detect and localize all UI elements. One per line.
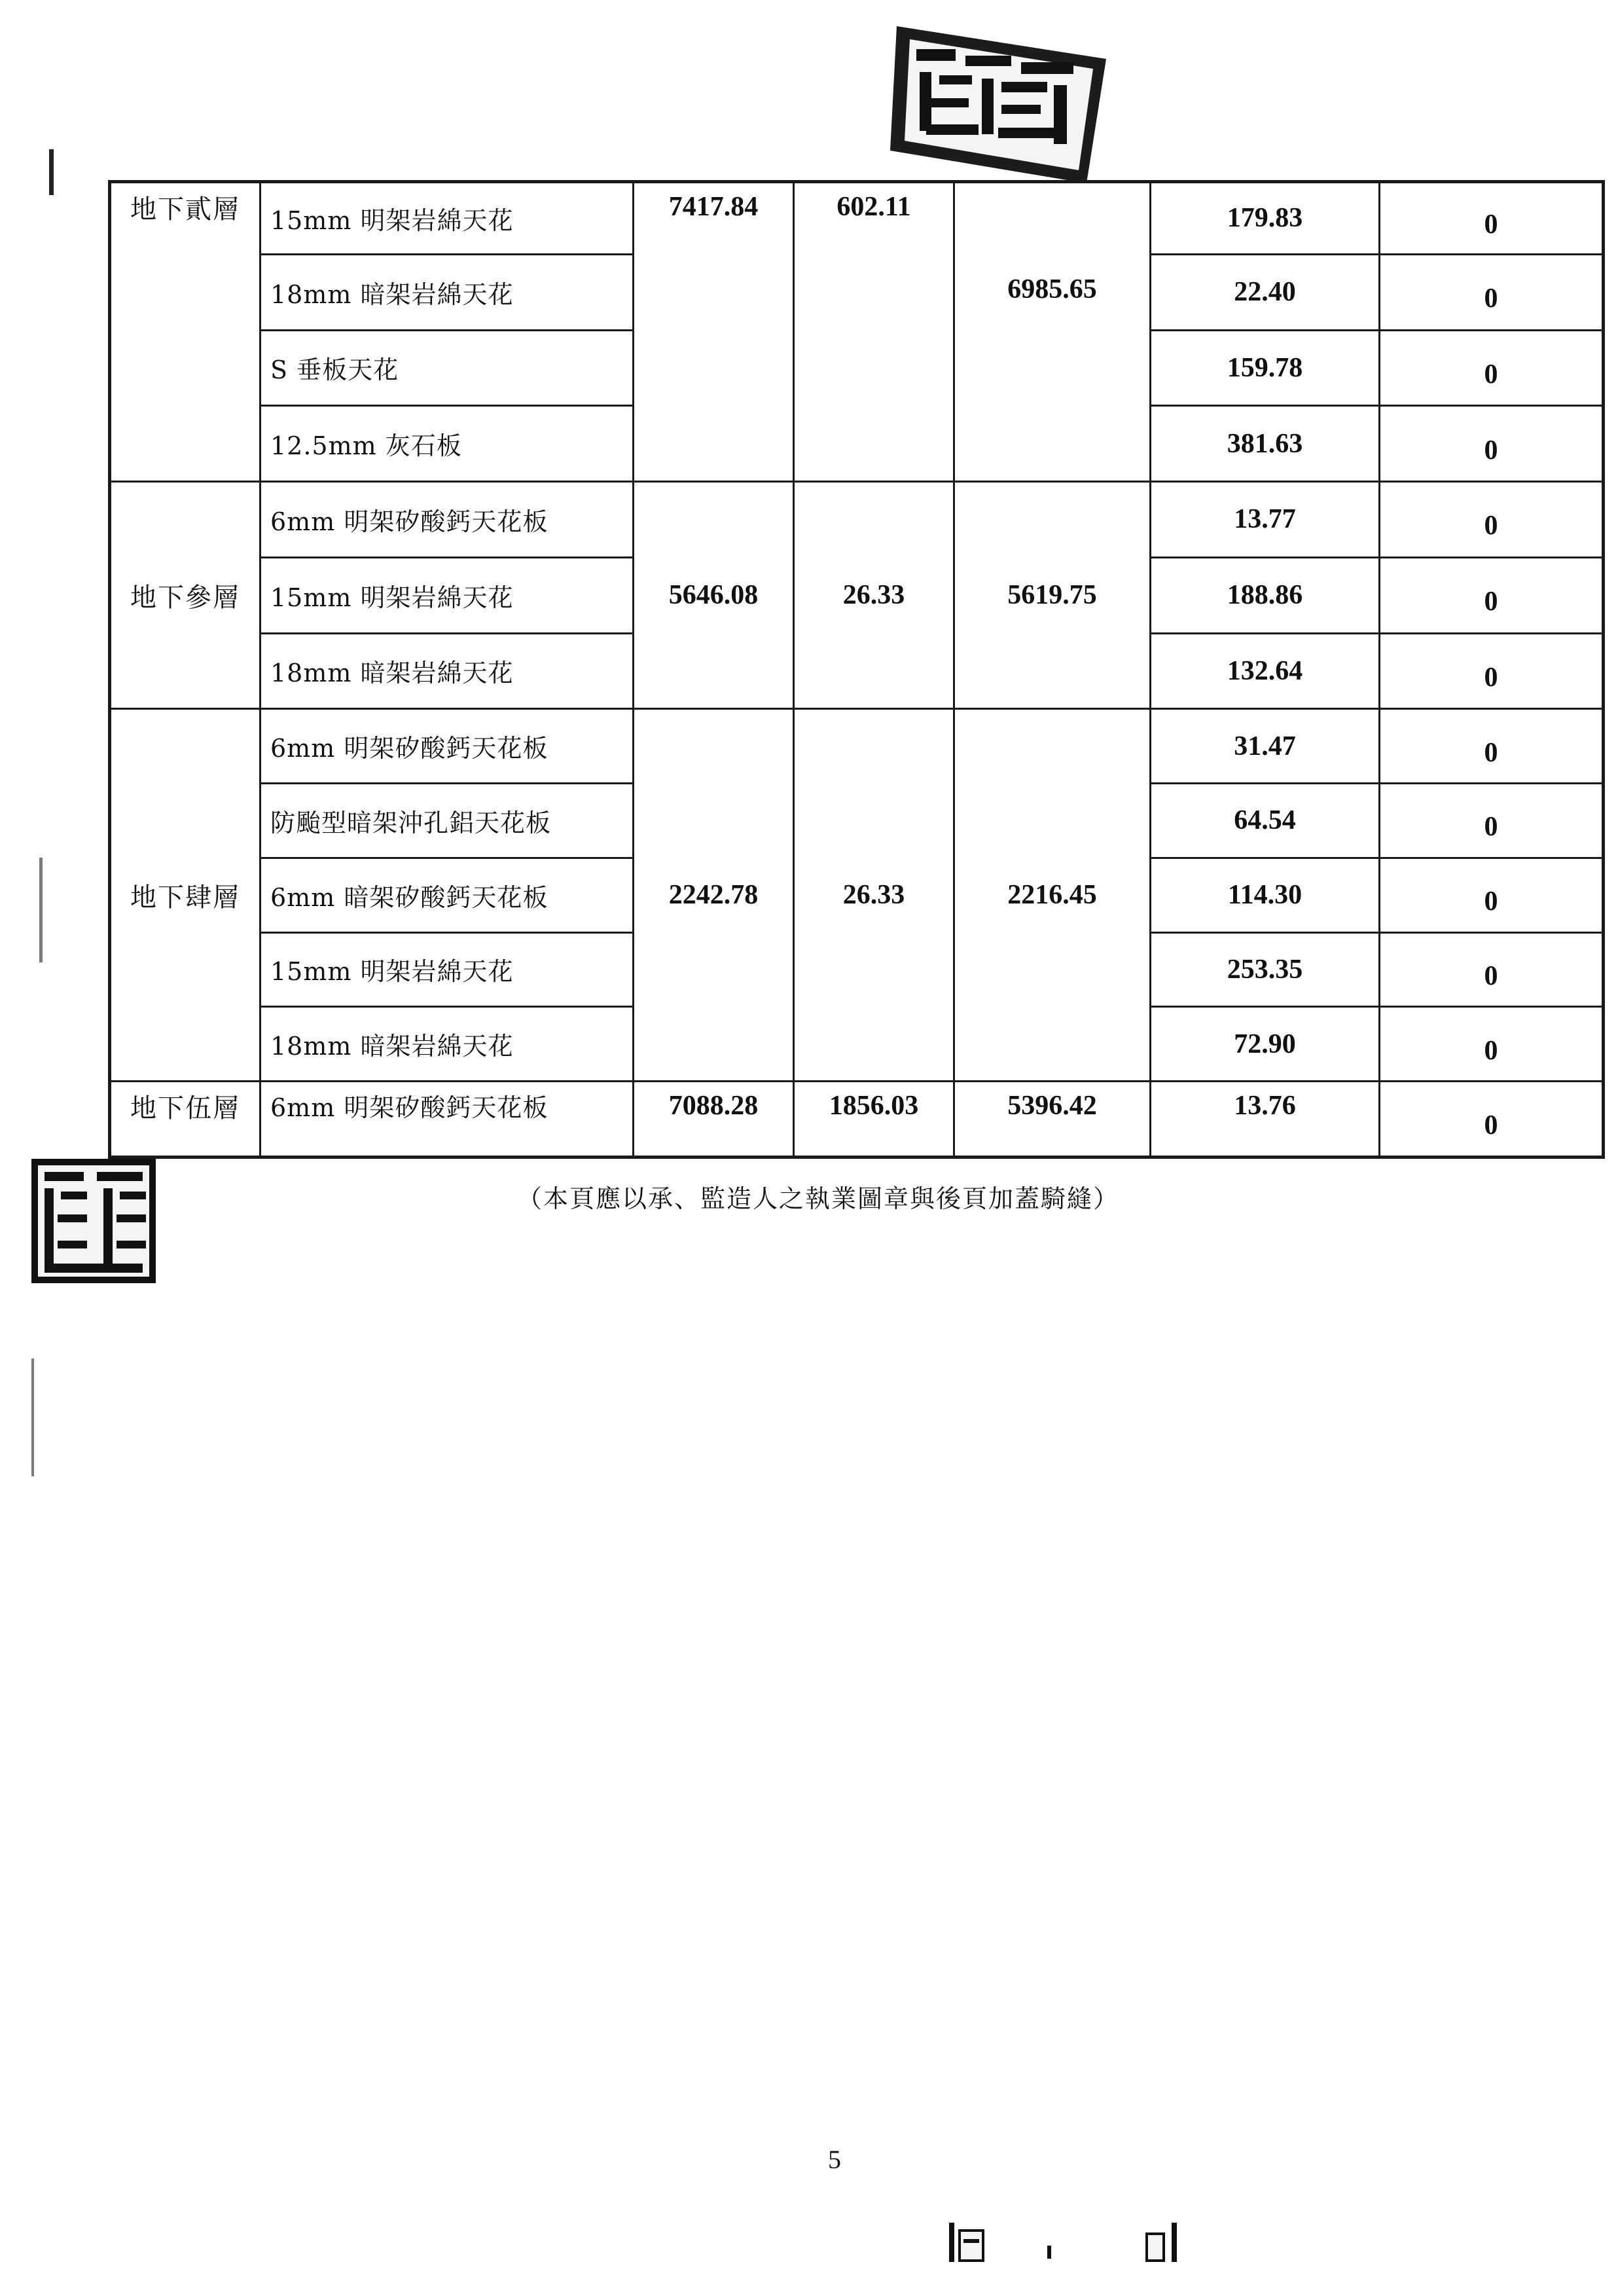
floor-name: 地下貳層 (110, 182, 261, 482)
material-name: 18mm 暗架岩綿天花 (261, 1007, 634, 1082)
page-note: （本頁應以承、監造人之執業圖章與後頁加蓋騎縫） (517, 1184, 1120, 1213)
net-area: 5619.75 (954, 482, 1151, 709)
zero-value: 0 (1484, 812, 1498, 843)
zero-value: 0 (1484, 587, 1498, 617)
material-name: 12.5mm 灰石板 (261, 406, 634, 482)
seal-stamp-top (890, 20, 1126, 196)
seal-stamp-bottom (949, 2219, 1185, 2265)
zero-value: 0 (1484, 435, 1498, 465)
scan-mark (31, 1358, 34, 1476)
page-number: 5 (828, 2145, 841, 2174)
material-area: 114.30 (1151, 858, 1380, 932)
material-area: 72.90 (1151, 1007, 1380, 1082)
zero-value: 0 (1484, 662, 1498, 693)
material-name: 15mm 明架岩綿天花 (261, 557, 634, 633)
ceiling-material-table (108, 180, 1605, 1159)
material-area: 253.35 (1151, 932, 1380, 1007)
zero-value: 0 (1484, 1110, 1498, 1141)
material-name: 18mm 暗架岩綿天花 (261, 633, 634, 709)
material-area: 179.83 (1151, 182, 1380, 255)
zero-value: 0 (1484, 737, 1498, 768)
material-name: 6mm 明架矽酸鈣天花板 (261, 709, 634, 784)
floor-name: 地下參層 (110, 482, 261, 709)
zero-value: 0 (1484, 283, 1498, 314)
total-area: 7417.84 (634, 182, 794, 482)
zero-value: 0 (1484, 960, 1498, 991)
material-name: 防颱型暗架沖孔鋁天花板 (261, 784, 634, 858)
total-area: 2242.78 (634, 709, 794, 1082)
floor-name: 地下肆層 (110, 709, 261, 1082)
material-name: 6mm 明架矽酸鈣天花板 (261, 482, 634, 558)
material-area: 13.76 (1151, 1082, 1380, 1157)
zero-value: 0 (1484, 511, 1498, 541)
deduct-area: 26.33 (794, 709, 954, 1082)
deduct-area: 26.33 (794, 482, 954, 709)
material-area: 188.86 (1151, 557, 1380, 633)
material-name: 6mm 暗架矽酸鈣天花板 (261, 858, 634, 932)
material-area: 13.77 (1151, 482, 1380, 558)
net-area: 6985.65 (954, 182, 1151, 482)
material-area: 22.40 (1151, 254, 1380, 330)
material-name: 6mm 明架矽酸鈣天花板 (261, 1082, 634, 1157)
total-area: 5646.08 (634, 482, 794, 709)
seal-stamp-left (31, 1159, 156, 1283)
material-name: 15mm 明架岩綿天花 (261, 182, 634, 255)
zero-value: 0 (1484, 886, 1498, 917)
floor-name: 地下伍層 (110, 1082, 261, 1157)
deduct-area: 602.11 (794, 182, 954, 482)
net-area: 2216.45 (954, 709, 1151, 1082)
deduct-area: 1856.03 (794, 1082, 954, 1157)
scan-mark (39, 858, 43, 962)
zero-value: 0 (1484, 359, 1498, 390)
material-area: 381.63 (1151, 406, 1380, 482)
material-area: 159.78 (1151, 330, 1380, 406)
net-area: 5396.42 (954, 1082, 1151, 1157)
material-name: S 垂板天花 (261, 330, 634, 406)
material-name: 18mm 暗架岩綿天花 (261, 254, 634, 330)
material-area: 132.64 (1151, 633, 1380, 709)
material-area: 31.47 (1151, 709, 1380, 784)
zero-value: 0 (1484, 1035, 1498, 1066)
material-name: 15mm 明架岩綿天花 (261, 932, 634, 1007)
zero-value: 0 (1484, 210, 1498, 240)
material-area: 64.54 (1151, 784, 1380, 858)
scan-mark (49, 149, 54, 195)
total-area: 7088.28 (634, 1082, 794, 1157)
